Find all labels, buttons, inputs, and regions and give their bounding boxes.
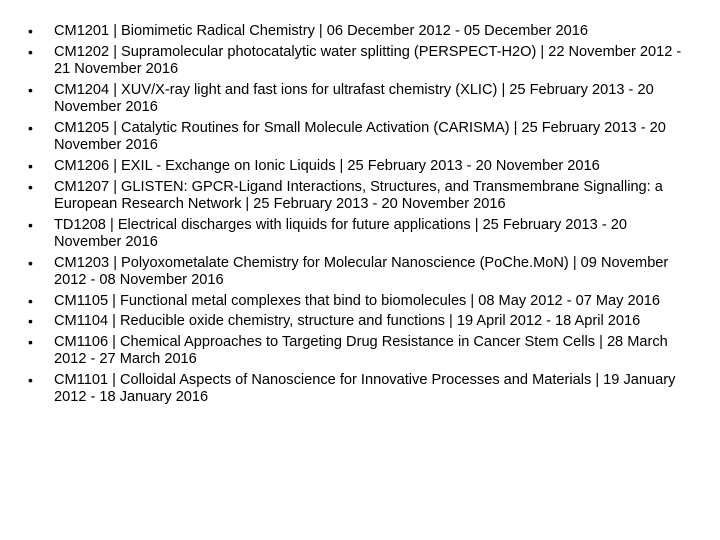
bullet-icon: • [28, 334, 33, 351]
bullet-icon: • [28, 216, 33, 233]
bullet-icon: • [28, 178, 33, 195]
list-item-text: CM1105 | Functional metal complexes that bind to biomolecules | 08 May 2012 - 07 May 2016 [54, 292, 660, 309]
bullet-icon: • [28, 81, 33, 98]
list-item [28, 44, 698, 78]
list-item [28, 120, 698, 154]
list-item-text: CM1106 | Chemical Approaches to Targeting Drug Resistance in Cancer Stem Cells | 28 March 2012 - 27 March 2016 [54, 334, 668, 368]
list-item-text: CM1207 | GLISTEN: GPCR-Ligand Interactions, Structures, and Transmembrane Signalling: a European Research Network | 25 February 2013 - 20 November 2016 [54, 178, 663, 212]
bullet-icon: • [28, 254, 33, 271]
list-item-text: CM1101 | Colloidal Aspects of Nanoscience for Innovative Processes and Materials | 19 January 2012 - 18 January 2016 [54, 372, 676, 406]
list-item [28, 82, 698, 116]
bullet-icon: • [28, 292, 33, 309]
list-item [28, 372, 698, 406]
list-item-text: CM1206 | EXIL - Exchange on Ionic Liquids | 25 February 2013 - 20 November 2016 [54, 157, 600, 174]
list-item [28, 334, 698, 368]
list-item-text: CM1203 | Polyoxometalate Chemistry for Molecular Nanoscience (PoChe.MoN) | 09 November 2012 - 08 November 2016 [54, 254, 669, 288]
bullet-icon: • [28, 313, 33, 330]
bullet-icon: • [28, 157, 33, 174]
list-item-text: CM1201 | Biomimetic Radical Chemistry | 06 December 2012 - 05 December 2016 [54, 23, 588, 39]
list-item [28, 255, 698, 289]
list-item [28, 293, 698, 310]
bullet-icon: • [28, 372, 33, 389]
list-item [28, 158, 698, 175]
bullet-icon: • [28, 23, 33, 39]
list-item-text: CM1205 | Catalytic Routines for Small Molecule Activation (CARISMA) | 25 February 2013 - 20 November 2016 [54, 119, 666, 153]
list-item-text: CM1202 | Supramolecular photocatalytic water splitting (PERSPECT-H2O) | 22 November 2012 - 21 November 2016 [54, 43, 682, 77]
list-item [28, 217, 698, 251]
list-item-text: CM1204 | XUV/X-ray light and fast ions for ultrafast chemistry (XLIC) | 25 February 2013 - 20 November 2016 [54, 81, 654, 115]
list-item [28, 179, 698, 213]
list-item [28, 23, 698, 40]
list-item-text: TD1208 | Electrical discharges with liquids for future applications | 25 February 2013 - 20 November 2016 [54, 216, 627, 250]
cost-actions-list [28, 23, 698, 410]
bullet-icon: • [28, 119, 33, 136]
list-item [28, 313, 698, 330]
bullet-icon: • [28, 43, 33, 60]
list-item-text: CM1104 | Reducible oxide chemistry, structure and functions | 19 April 2012 - 18 April 2016 [54, 313, 641, 330]
